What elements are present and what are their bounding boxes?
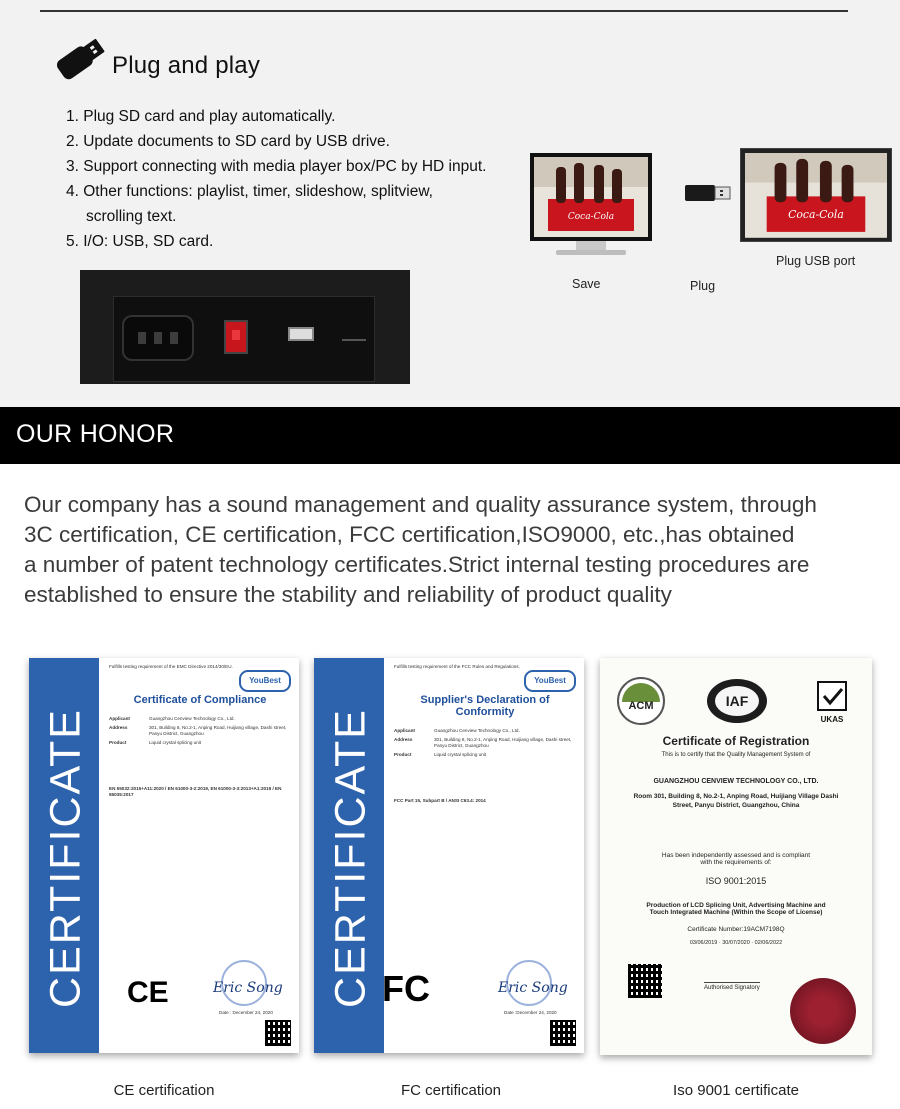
display-image: [740, 148, 892, 242]
qr-code-icon: [550, 1020, 576, 1046]
certificate-heading: Supplier's Declaration of Conformity: [420, 694, 550, 718]
power-switch-icon: [224, 320, 248, 354]
io-panel: [113, 296, 375, 382]
certificate-heading: Certificate of Registration: [662, 734, 810, 748]
usb-drive-icon: [48, 26, 112, 90]
certificate-number: Certificate Number:19ACM7198Q: [687, 926, 785, 933]
certificate-address: Room 301, Building 8, No.2-1, Anping Road, Huijiang Village Dashi Street, Panyu District, Guangzhou, China: [633, 793, 839, 809]
qr-code-icon: [265, 1020, 291, 1046]
youbest-logo: YouBest: [524, 670, 576, 692]
usb-stick-icon: [685, 184, 731, 202]
feature-item: 2. Update documents to SD card by USB drive.: [66, 133, 390, 150]
ukas-logo-icon: [812, 680, 852, 726]
certificate-standard: ISO 9001:2015: [705, 876, 767, 886]
qr-code-icon: [628, 964, 662, 998]
sd-card-slot-icon: [342, 339, 366, 341]
certificate-header: Fulfills testing requirement of the FCC Rules and Regulations.: [394, 664, 520, 669]
section-title: Plug and play: [112, 52, 261, 79]
certificate-heading: Certificate of Compliance: [133, 694, 267, 706]
coca-cola-screen-image: [745, 153, 887, 238]
certificate-assessed: Has been independently assessed and is compliant with the requirements of:: [661, 852, 811, 866]
certificate-date: Date : December 24, 2020: [219, 1010, 273, 1015]
youbest-logo: YouBest: [239, 670, 291, 692]
certificate-standards: FCC Part 15, Subpart B / ANSI C63.4: 2014: [394, 798, 486, 803]
fcc-mark-icon: FC: [382, 968, 430, 1009]
svg-text:Coca-Cola: Coca-Cola: [567, 212, 615, 222]
feature-item: 5. I/O: USB, SD card.: [66, 233, 214, 250]
label-plug-usb-port: Plug USB port: [776, 254, 856, 268]
certificate-company: GUANGZHOU CENVIEW TECHNOLOGY CO., LTD.: [653, 778, 819, 785]
ce-certificate-image: CERTIFICATE YouBest Fulfills testing requirement of the EMC Directive 2014/30/EU. Certificate of Compliance Applicant Guangzhou Cenview Technology Co., Ltd. Address 301, Building 8, No.2-1, Anping Road, Huijiang village, Dashi street, Panyu District, Guangzhou Product Liquid crystal splicing unit EN 55032:2015+A11:2020 / EN 61000-3-2:2019, EN 61000-3-3:2013+A1:2019 / EN 55035:2017 CE Eric Song Date : December 24, 2020: [29, 658, 299, 1053]
caption-ce: CE certification: [113, 1082, 215, 1099]
label-plug: Plug: [690, 279, 716, 293]
feature-list: [66, 104, 486, 254]
feature-item: 3. Support connecting with media player box/PC by HD input.: [66, 158, 487, 175]
wax-seal-icon: [790, 978, 856, 1044]
certificate-vertical-text: CERTIFICATE: [41, 708, 90, 1008]
certificate-certify-text: This is to certify that the Quality Management System of: [661, 752, 811, 758]
signature: Eric Song: [498, 980, 568, 996]
iaf-logo-icon: [704, 676, 770, 726]
usb-port-icon: [288, 327, 314, 341]
top-divider: [40, 10, 848, 12]
certificate-dates: 03/06/2019 · 30/07/2020 · 02/06/2022: [689, 940, 783, 946]
feature-item: 1. Plug SD card and play automatically.: [66, 108, 336, 125]
svg-text:IAF: IAF: [725, 693, 749, 709]
power-socket-icon: [122, 315, 194, 361]
certificate-standards: EN 55032:2015+A11:2020 / EN 61000-3-2:2019, EN 61000-3-3:2013+A1:2019 / EN 55035:2017: [109, 786, 282, 797]
label-save: Save: [572, 277, 601, 291]
honor-description: Our company has a sound management and quality assurance system, through 3C certification, CE certification, FCC certification,ISO9000, etc.,has obtained a number of patent technology certificates.Strict internal testing procedures are established to ensure the stability and reliability of product quality: [24, 492, 817, 607]
iso-certificate-image: [600, 658, 872, 1055]
caption-fc: FC certification: [400, 1082, 502, 1099]
svg-text:ACM: ACM: [628, 700, 654, 712]
fcc-certificate-image: CERTIFICATE YouBest Fulfills testing requirement of the FCC Rules and Regulations. Supplier's Declaration of Conformity Applicant Guangzhou Cenview Technology Co., Ltd. Address 301, Building 8, No.2-1, Anping Road, Huijiang village, Dashi street, Panyu District, Guangzhou Product Liquid crystal splicing unit FCC Part 15, Subpart B / ANSI C63.4: 2014 FC Eric Song Date :December 24, 2020: [314, 658, 584, 1053]
certificate-scope: Production of LCD Splicing Unit, Advertising Machine and Touch Integrated Machine (Within the Scope of License): [646, 902, 826, 916]
svg-text:Coca-Cola: Coca-Cola: [788, 208, 844, 222]
monitor-image: [530, 153, 652, 241]
feature-item: 4. Other functions: playlist, timer, slideshow, splitview, scrolling text.: [66, 183, 433, 225]
svg-text:UKAS: UKAS: [820, 715, 844, 724]
certificate-vertical-text: CERTIFICATE: [326, 708, 375, 1008]
coca-cola-screen-image: [534, 157, 648, 237]
signature: Eric Song: [213, 980, 283, 996]
certificate-date: Date :December 24, 2020: [504, 1010, 557, 1015]
authorised-signatory: Authorised Signatory: [704, 982, 760, 991]
caption-iso: Iso 9001 certificate: [673, 1082, 799, 1099]
honor-title: OUR HONOR: [16, 420, 175, 448]
acm-logo-icon: [616, 676, 666, 726]
monitor-stand-base: [556, 250, 626, 255]
ce-mark-icon: CE: [127, 976, 169, 1009]
certificate-header: Fulfills testing requirement of the EMC Directive 2014/30/EU.: [109, 664, 233, 669]
